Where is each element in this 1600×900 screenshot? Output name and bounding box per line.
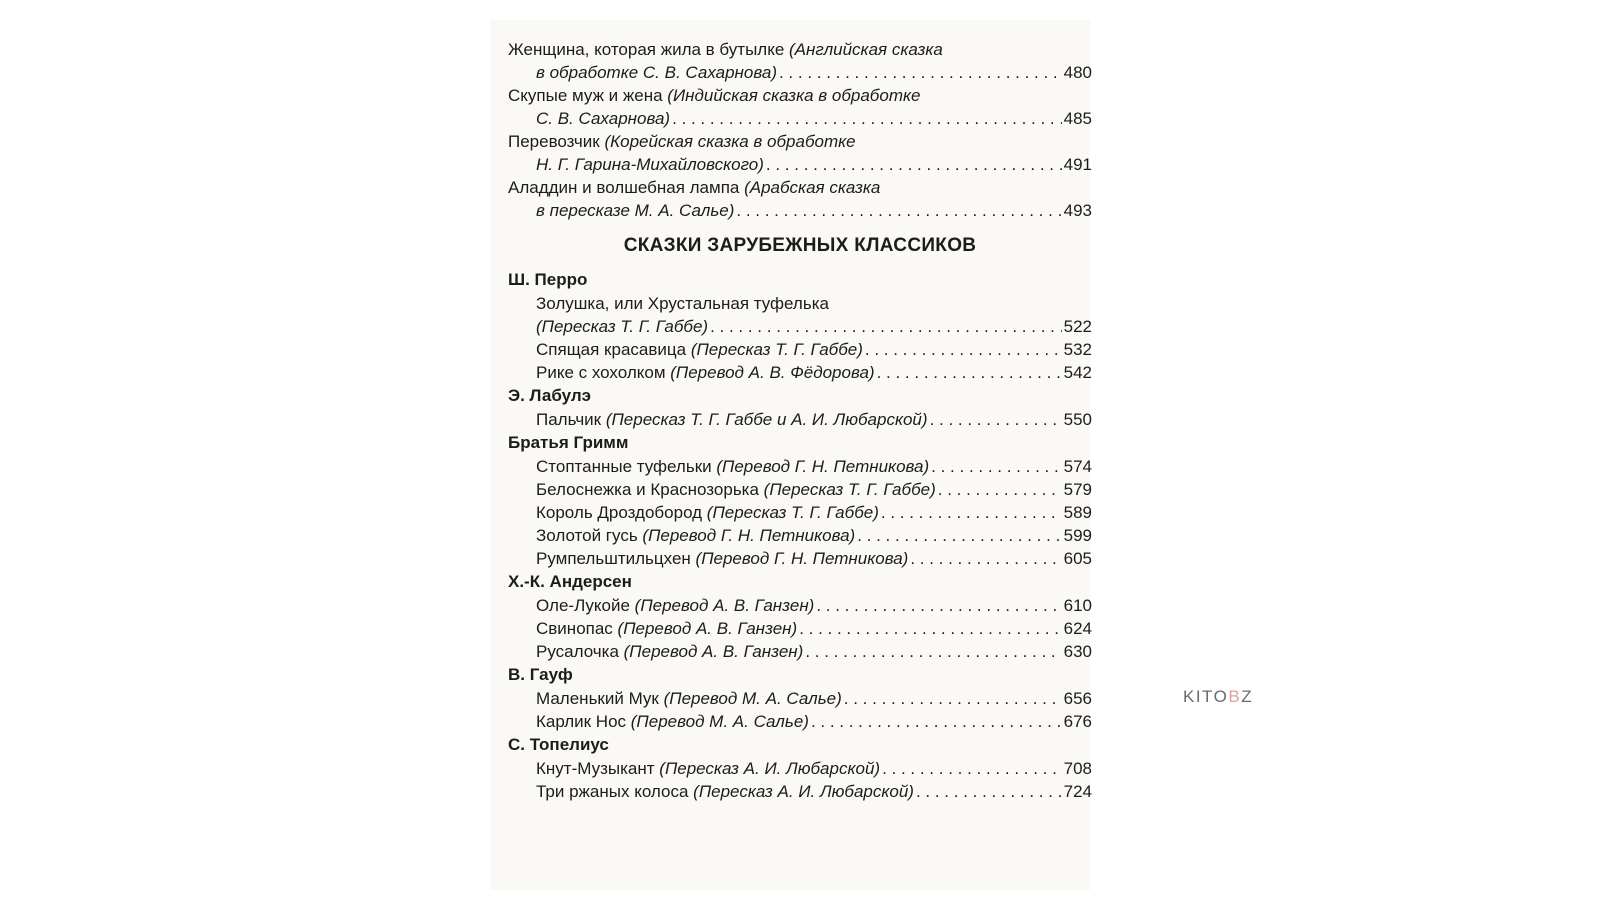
toc-entry <box>508 130 1092 176</box>
entry-line <box>508 757 1092 780</box>
dot-leader <box>881 501 1062 524</box>
dot-leader <box>877 361 1062 384</box>
entry-note: (Корейская сказка в обработке <box>604 132 856 151</box>
toc-entry <box>508 361 1092 384</box>
dot-leader <box>916 780 1062 803</box>
entry-note: (Перевод М. А. Салье) <box>630 712 809 731</box>
entry-text <box>536 640 803 663</box>
dot-leader <box>805 640 1061 663</box>
entry-title: Маленький Мук <box>536 689 664 708</box>
dot-leader <box>857 524 1061 547</box>
author-heading: Э. Лабулэ <box>508 386 592 405</box>
entry-title: Скупые муж и жена <box>508 86 668 105</box>
entry-title: Золушка, или Хрустальная туфелька <box>536 294 829 313</box>
entry-note: (Пересказ Т. Г. Габбе) <box>536 317 709 336</box>
entry-title: Карлик Нос <box>536 712 631 731</box>
dot-leader <box>930 408 1062 431</box>
entry-note: (Перевод Г. Н. Петникова) <box>716 457 930 476</box>
entry-note: (Перевод А. В. Ганзен) <box>617 619 798 638</box>
entry-second-line <box>508 315 1092 338</box>
entry-text <box>536 338 863 361</box>
entry-first-line <box>508 292 1092 315</box>
entry-line <box>508 780 1092 803</box>
page-number: 676 <box>1063 712 1092 731</box>
entry-second-line <box>508 107 1092 130</box>
entry-first-line <box>508 130 1092 153</box>
entry-title: Белоснежка и Краснозорька <box>536 480 764 499</box>
toc-entry <box>508 338 1092 361</box>
entry-line <box>508 617 1092 640</box>
entry-note: (Индийская сказка в обработке <box>667 86 921 105</box>
entry-first-line <box>508 38 1092 61</box>
entry-note-continued: Н. Г. Гарина-Михайловского) <box>536 155 764 174</box>
entry-note: (Перевод А. В. Ганзен) <box>623 642 804 661</box>
toc-entry <box>508 617 1092 640</box>
entry-text <box>536 455 929 478</box>
page-number: 522 <box>1063 317 1092 336</box>
entry-note: (Пересказ Т. Г. Габбе) <box>690 340 863 359</box>
entry-note-continued: С. В. Сахарнова) <box>536 109 671 128</box>
toc-entry <box>508 640 1092 663</box>
page-number: 542 <box>1063 363 1092 382</box>
watermark-prefix: KITO <box>1183 687 1229 706</box>
entry-note: (Перевод Г. Н. Петникова) <box>695 549 909 568</box>
watermark-mark: B <box>1228 687 1242 706</box>
entry-title: Три ржаных колоса <box>536 782 694 801</box>
toc-entry <box>508 524 1092 547</box>
dot-leader <box>766 153 1062 176</box>
entry-text <box>536 478 936 501</box>
page-number: 491 <box>1063 155 1092 174</box>
entry-line <box>508 640 1092 663</box>
toc-entry <box>508 710 1092 733</box>
page-number: 624 <box>1063 619 1092 638</box>
entry-title: Русалочка <box>536 642 624 661</box>
page-number: 724 <box>1063 782 1092 801</box>
toc-entry <box>508 176 1092 222</box>
entry-second-line <box>508 61 1092 84</box>
entry-title: Оле-Лукойе <box>536 596 635 615</box>
dot-leader <box>799 617 1061 640</box>
entry-text <box>536 594 814 617</box>
toc-entry <box>508 687 1092 710</box>
entry-line <box>508 524 1092 547</box>
entry-text <box>536 361 875 384</box>
entry-line <box>508 361 1092 384</box>
entry-title: Свинопас <box>536 619 618 638</box>
entry-text <box>536 617 797 640</box>
dot-leader <box>910 547 1061 570</box>
entry-note: (Арабская сказка <box>744 178 881 197</box>
dot-leader <box>938 478 1062 501</box>
page-number: 599 <box>1063 526 1092 545</box>
page-number: 532 <box>1063 340 1092 359</box>
author-heading: Ш. Перро <box>508 270 588 289</box>
entry-note: (Пересказ Т. Г. Габбе и А. И. Любарской) <box>605 410 928 429</box>
toc-entry <box>508 757 1092 780</box>
entry-line <box>508 478 1092 501</box>
toc-entry <box>508 292 1092 338</box>
author-heading: С. Топелиус <box>508 735 609 754</box>
toc-entry <box>508 408 1092 431</box>
entry-second-line <box>508 153 1092 176</box>
entry-note: (Английская сказка <box>789 40 943 59</box>
dot-leader <box>931 455 1061 478</box>
entry-note: (Пересказ Т. Г. Габбе) <box>706 503 879 522</box>
entry-text <box>536 524 855 547</box>
page-number: 550 <box>1063 410 1092 429</box>
page-number: 610 <box>1063 596 1092 615</box>
toc-entry <box>508 478 1092 501</box>
dot-leader <box>865 338 1062 361</box>
toc-entry <box>508 38 1092 84</box>
entry-line <box>508 408 1092 431</box>
author-heading: В. Гауф <box>508 665 573 684</box>
author-heading: Братья Гримм <box>508 433 629 452</box>
dot-leader <box>672 107 1062 130</box>
entry-line <box>508 710 1092 733</box>
page-number: 480 <box>1063 63 1092 82</box>
toc-entry <box>508 594 1092 617</box>
entry-title: Кнут-Музыкант <box>536 759 660 778</box>
dot-leader <box>779 61 1062 84</box>
entry-title: Перевозчик <box>508 132 605 151</box>
entry-line <box>508 687 1092 710</box>
entry-note: (Перевод А. В. Ганзен) <box>634 596 815 615</box>
entry-title: Спящая красавица <box>536 340 691 359</box>
toc-entry <box>508 547 1092 570</box>
entry-text <box>536 780 914 803</box>
site-watermark <box>1183 687 1253 707</box>
dot-leader <box>844 687 1062 710</box>
section-title: СКАЗКИ ЗАРУБЕЖНЫХ КЛАССИКОВ <box>623 235 977 256</box>
dot-leader <box>882 757 1062 780</box>
entry-text <box>536 757 880 780</box>
entry-first-line <box>508 176 1092 199</box>
dot-leader <box>710 315 1062 338</box>
entry-note: (Пересказ А. И. Любарской) <box>659 759 881 778</box>
page-number: 630 <box>1063 642 1092 661</box>
entry-line <box>508 547 1092 570</box>
page-number: 589 <box>1063 503 1092 522</box>
toc-entry <box>508 501 1092 524</box>
entry-second-line <box>508 199 1092 222</box>
page-number: 579 <box>1063 480 1092 499</box>
entry-title: Стоптанные туфельки <box>536 457 717 476</box>
dot-leader <box>811 710 1062 733</box>
table-of-contents <box>508 38 1092 803</box>
page-number: 574 <box>1063 457 1092 476</box>
watermark-suffix: Z <box>1241 687 1254 706</box>
entry-note: (Перевод М. А. Салье) <box>663 689 842 708</box>
entry-text <box>536 408 928 431</box>
entry-text <box>536 687 842 710</box>
entry-title: Золотой гусь <box>536 526 643 545</box>
entry-text <box>536 710 809 733</box>
toc-entry <box>508 455 1092 478</box>
entry-title: Аладдин и волшебная лампа <box>508 178 745 197</box>
entry-text <box>536 501 879 524</box>
toc-entry <box>508 84 1092 130</box>
entry-line <box>508 455 1092 478</box>
entry-note: (Пересказ А. И. Любарской) <box>693 782 914 801</box>
toc-entry <box>508 780 1092 803</box>
entry-title: Король Дроздобород <box>536 503 707 522</box>
page-number: 485 <box>1063 109 1092 128</box>
entry-line <box>508 338 1092 361</box>
author-heading: Х.-К. Андерсен <box>508 572 632 591</box>
page-number: 493 <box>1063 201 1092 220</box>
page-number: 708 <box>1063 759 1092 778</box>
entry-title: Женщина, которая жила в бутылке <box>508 40 790 59</box>
page-number: 605 <box>1063 549 1092 568</box>
entry-note: (Пересказ Т. Г. Габбе) <box>763 480 936 499</box>
entry-title: Румпельштильцхен <box>536 549 696 568</box>
dot-leader <box>736 199 1061 222</box>
entry-first-line <box>508 84 1092 107</box>
entry-title: Рике с хохолком <box>536 363 671 382</box>
entry-note-continued: в пересказе М. А. Салье) <box>536 201 735 220</box>
entry-text <box>536 547 908 570</box>
entry-note-continued: в обработке С. В. Сахарнова) <box>536 63 777 82</box>
entry-title: Пальчик <box>536 410 606 429</box>
entry-line <box>508 501 1092 524</box>
entry-note: (Перевод А. В. Фёдорова) <box>670 363 875 382</box>
entry-line <box>508 594 1092 617</box>
page-number: 656 <box>1063 689 1092 708</box>
entry-note: (Перевод Г. Н. Петникова) <box>642 526 856 545</box>
dot-leader <box>816 594 1061 617</box>
